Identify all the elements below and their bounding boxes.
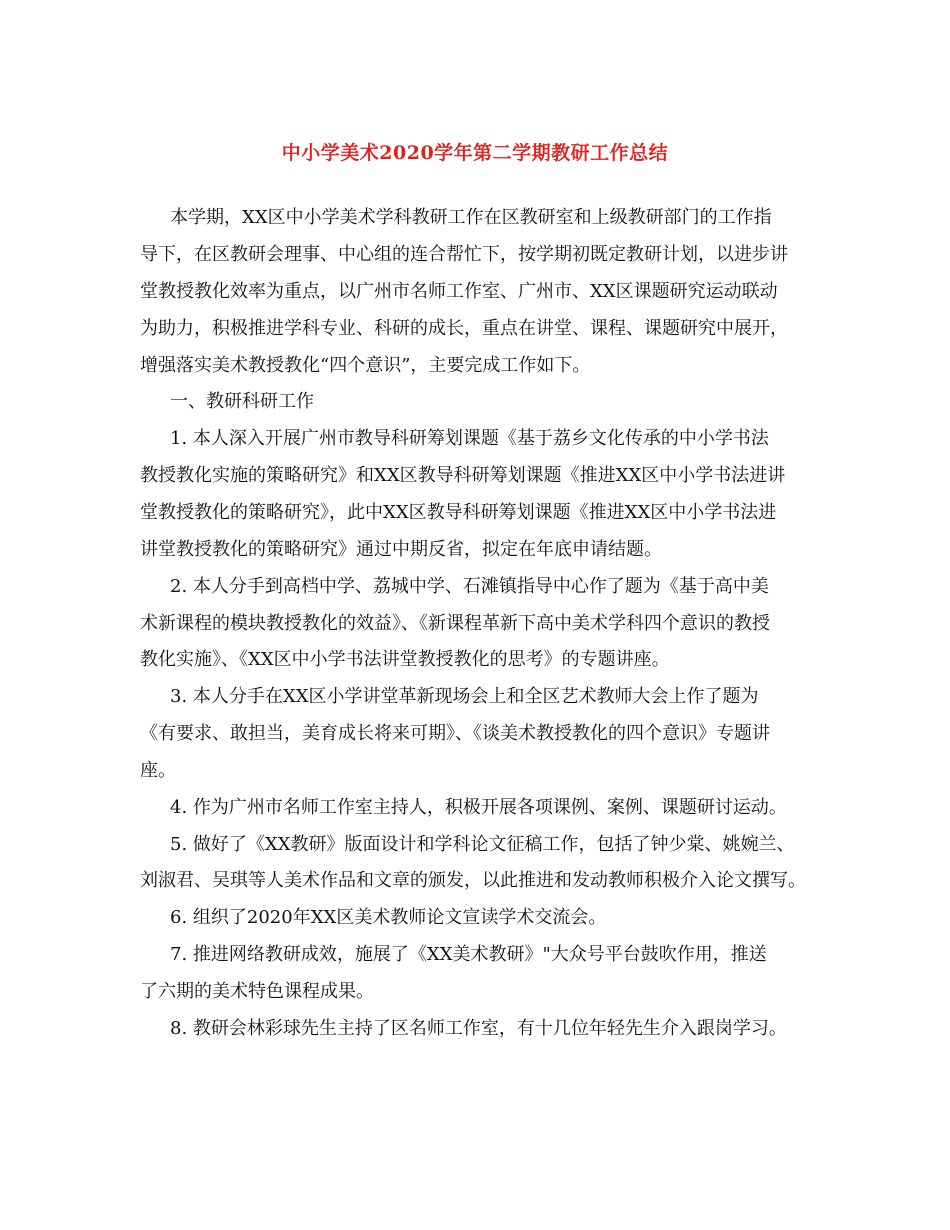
paragraph-line: 堂教授教化的策略研究》，此中XX区教导科研筹划课题《推进XX区中小学书法进 bbox=[140, 502, 777, 523]
paragraph-line: 堂教授教化效率为重点，以广州市名师工作室、广州市、XX区课题研究运动联动 bbox=[140, 281, 778, 302]
document-title: 中小学美术2020学年第二学期教研工作总结 bbox=[281, 142, 669, 164]
paragraph-line: 7. 推进网络教研成效，施展了《XX美术教研》"大众号平台鼓吹作用，推送 bbox=[170, 944, 767, 965]
paragraph-line: 了六期的美术特色课程成果。 bbox=[140, 981, 374, 1002]
paragraph-line: 讲堂教授教化的策略研究》通过中期反省，拟定在年底申请结题。 bbox=[140, 539, 662, 560]
paragraph-line: 6. 组织了2020年XX区美术教师论文宣读学术交流会。 bbox=[170, 907, 607, 928]
paragraph-line: 为助力，积极推进学科专业、科研的成长，重点在讲堂、课程、课题研究中展开， bbox=[140, 318, 788, 339]
paragraph-line: 教授教化实施的策略研究》和XX区教导科研筹划课题《推进XX区中小学书法进讲 bbox=[140, 465, 786, 486]
paragraph-line: 《有要求、敢担当，美育成长将来可期》、《谈美术教授教化的四个意识》专题讲 bbox=[140, 723, 770, 744]
paragraph-line: 2. 本人分手到高档中学、荔城中学、石滩镇指导中心作了题为《基于高中美 bbox=[170, 576, 769, 597]
paragraph-line: 3. 本人分手在XX区小学讲堂革新现场会上和全区艺术教师大会上作了题为 bbox=[170, 686, 759, 707]
paragraph-line: 刘淑君、吴琪等人美术作品和文章的颁发，以此推进和发动教师积极介入论文撰写。 bbox=[140, 870, 806, 891]
section-heading: 一、教研科研工作 bbox=[170, 391, 314, 412]
paragraph-line: 教化实施》、《XX区中小学书法讲堂教授教化的思考》的专题讲座。 bbox=[140, 649, 670, 670]
paragraph-line: 8. 教研会林彩球先生主持了区名师工作室，有十几位年轻先生介入跟岗学习。 bbox=[170, 1018, 787, 1039]
paragraph-line: 术新课程的模块教授教化的效益》、《新课程革新下高中美术学科四个意识的教授 bbox=[140, 613, 770, 634]
paragraph-line: 4. 作为广州市名师工作室主持人，积极开展各项课例、案例、课题研讨运动。 bbox=[170, 797, 787, 818]
paragraph-line: 座。 bbox=[140, 760, 176, 781]
paragraph-line: 导下，在区教研会理事、中心组的连合帮忙下，按学期初既定教研计划，以进步讲 bbox=[140, 244, 788, 265]
paragraph-line: 5. 做好了《XX教研》版面设计和学科论文征稿工作，包括了钟少棠、姚婉兰、 bbox=[170, 834, 795, 855]
paragraph-line: 本学期，XX区中小学美术学科教研工作在区教研室和上级教研部门的工作指 bbox=[170, 207, 772, 228]
paragraph-line: 增强落实美术教授教化“四个意识”，主要完成工作如下。 bbox=[140, 355, 591, 376]
paragraph-line: 1. 本人深入开展广州市教导科研筹划课题《基于荔乡文化传承的中小学书法 bbox=[170, 428, 769, 449]
